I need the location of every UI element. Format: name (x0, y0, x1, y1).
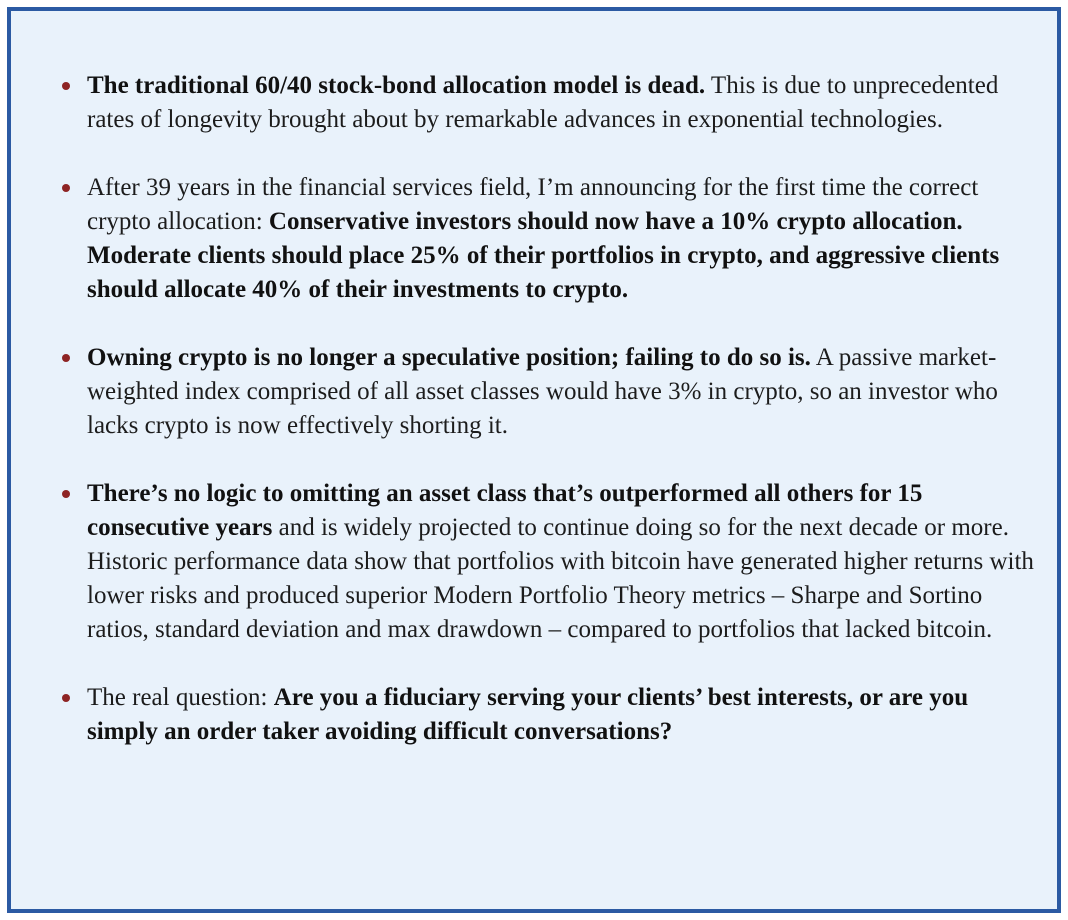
callout-box (7, 7, 1061, 913)
bullet-dot-icon (62, 694, 70, 702)
bullet-1-bold-text: The traditional 60/40 stock-bond allocation model is dead. (87, 72, 706, 99)
bullet-dot-icon (62, 184, 70, 192)
bullet-2-bold-text: Conservative investors should now have a 10% crypto allocation. Moderate clients should place 25% of their portfolios in crypto, and aggressive clients should allocate 40% of their investments to crypto. (87, 208, 1000, 303)
bullet-4-bold-text: There’s no logic to omitting an asset class that’s outperformed all others for 15 consecutive years (87, 480, 923, 541)
bullet-item-3 (59, 341, 1039, 443)
bullet-item-5 (59, 681, 1039, 749)
bullet-1-text: This is due to unprecedented rates of longevity brought about by remarkable advances in exponential technologies. (87, 72, 999, 133)
bullet-4-text: and is widely projected to continue doing so for the next decade or more. Historic performance data show that portfolios with bitcoin have generated higher returns with lower risks and produced superior Modern Portfolio Theory metrics – Sharpe and Sortino ratios, standard deviation and max drawdown – compared to portfolios that lacked bitcoin. (87, 514, 1034, 643)
bullet-item-2 (59, 171, 1039, 307)
bullet-3-bold-text: Owning crypto is no longer a speculative position; failing to do so is. (87, 344, 811, 371)
bullet-5-bold-text: Are you a fiduciary serving your clients’ best interests, or are you simply an order taker avoiding difficult conversations? (87, 684, 969, 745)
bullet-dot-icon (62, 490, 70, 498)
bullet-item-1 (59, 69, 1039, 137)
bullet-item-4 (59, 477, 1039, 647)
bullet-3-text: A passive market-weighted index comprised of all asset classes would have 3% in crypto, so an investor who lacks crypto is now effectively shorting it. (87, 344, 998, 439)
bullet-2-text: After 39 years in the financial services field, I’m announcing for the first time the correct crypto allocation: (87, 174, 979, 235)
bullet-5-text: The real question: (87, 684, 274, 711)
bullet-dot-icon (62, 82, 70, 90)
bullet-list (59, 69, 1039, 749)
bullet-dot-icon (62, 354, 70, 362)
